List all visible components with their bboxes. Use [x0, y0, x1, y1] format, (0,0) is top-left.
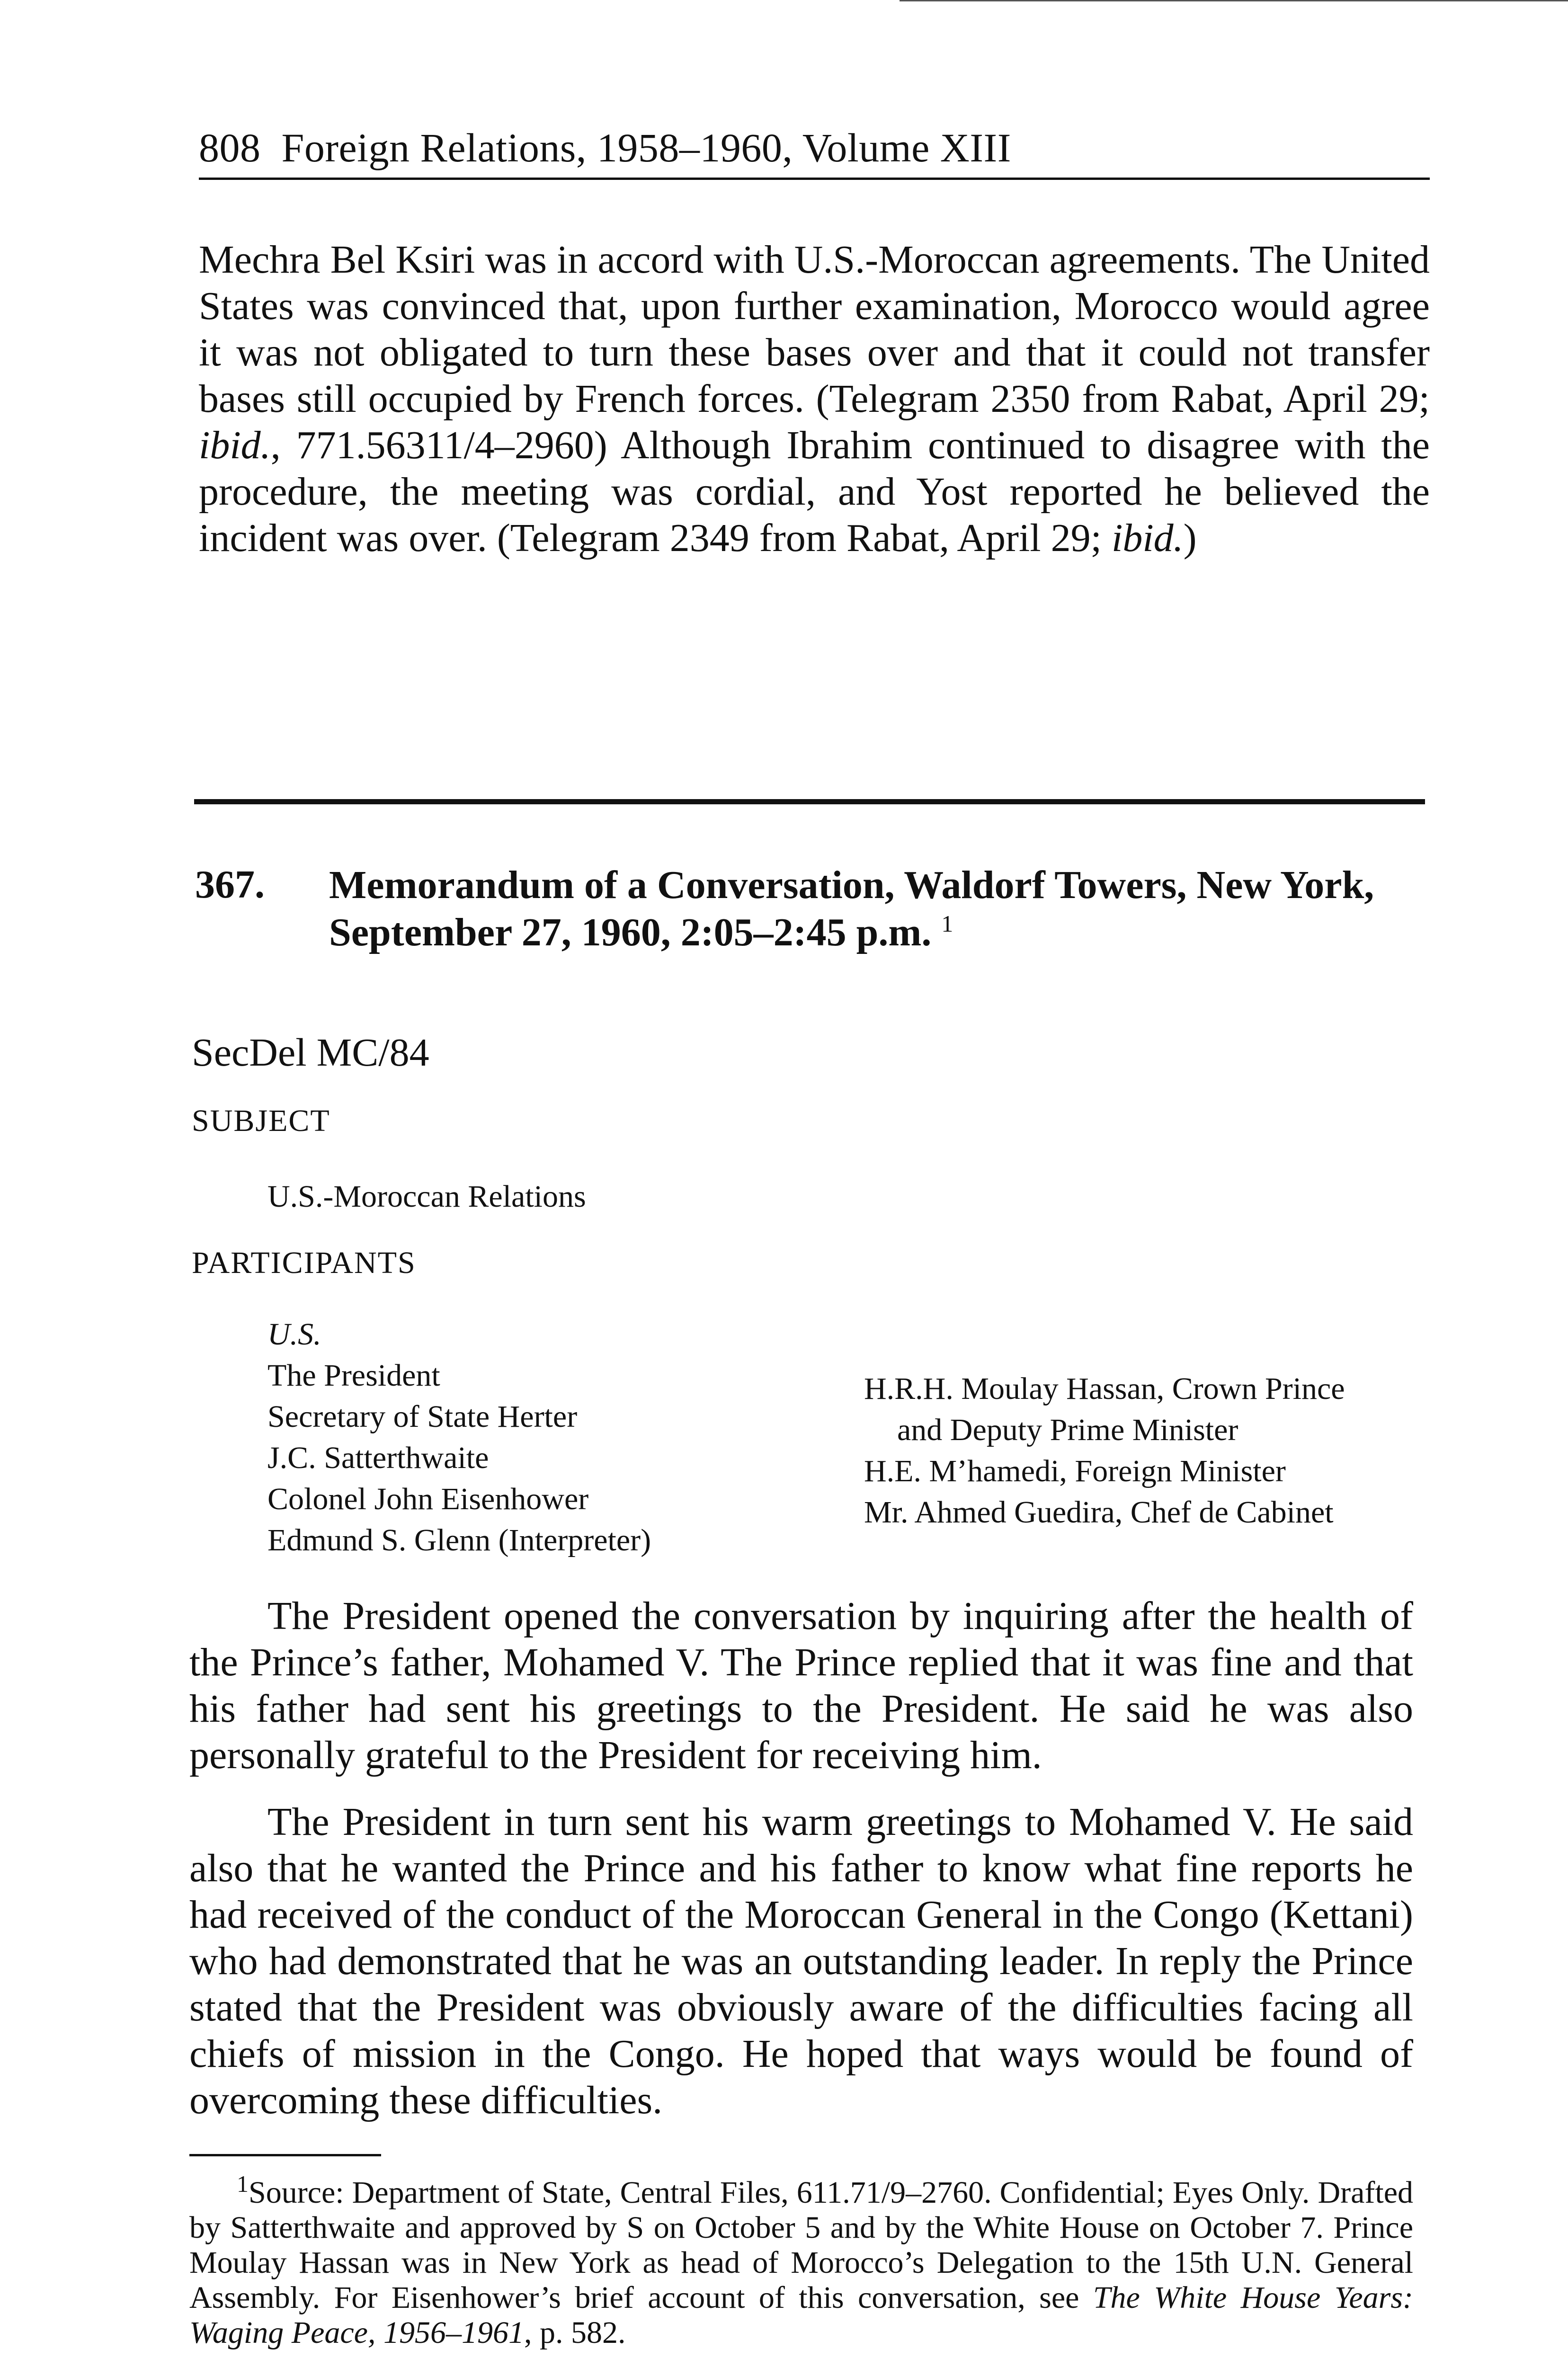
- body-paragraph: The President in turn sent his warm greetings to Mohamed V. He said also that he wanted the Prince and his father to know what fine reports he had received of the conduct of the Moroccan General in the Congo (Kettani) who had demonstrated that he was an outstanding leader. In reply the Prince stated that the President was obviously aware of the difficulties facing all chiefs of mission in the Congo. He hoped that ways would be found of overcoming these difficulties.: [189, 1800, 1413, 2122]
- subject-value: U.S.-Moroccan Relations: [267, 1179, 586, 1214]
- participant: The President: [267, 1358, 440, 1393]
- participant-continuation: and Deputy Prime Minister: [897, 1413, 1238, 1447]
- continuation-paragraph: Mechra Bel Ksiri was in accord with U.S.-Moroccan agreements. The United States was convinced that, upon further examination, Morocco would agree it was not obligated to turn these bases over and that it could not transfer bases still occupied by French forces. (Telegram 2350 from Rabat, April 29; ibid., 771.56311/4–2960) Although Ibrahim continued to disagree with the procedure, the meeting was cordial, and Yost reported he believed the incident was over. (Telegram 2349 from Rabat, April 29; ibid.): [199, 238, 1430, 560]
- book-title: The White House Years: Waging Peace, 1956–1961: [189, 2280, 1413, 2350]
- us-participants-list: [267, 1314, 651, 1561]
- moroccan-participants-list: [864, 1368, 1345, 1533]
- top-edge-rule: [900, 0, 1568, 1]
- participant: H.R.H. Moulay Hassan, Crown Prince: [864, 1371, 1345, 1406]
- subject-label: SUBJECT: [192, 1103, 330, 1138]
- footnote-reference: 1: [941, 910, 953, 937]
- participant: H.E. M’hamedi, Foreign Minister: [864, 1454, 1286, 1488]
- section-divider: [194, 799, 1425, 804]
- participant: J.C. Satterthwaite: [267, 1441, 489, 1475]
- participant: Colonel John Eisenhower: [267, 1482, 589, 1516]
- page-number: 808: [199, 125, 261, 170]
- participant: Secretary of State Herter: [267, 1399, 578, 1434]
- header-rule: [199, 178, 1430, 180]
- us-label: U.S.: [267, 1317, 321, 1352]
- footnote-rule: [189, 2154, 381, 2156]
- participant: Mr. Ahmed Guedira, Chef de Cabinet: [864, 1495, 1334, 1530]
- footnote-marker: 1: [237, 2171, 249, 2197]
- document-title: Memorandum of a Conversation, Waldorf Towers, New York, September 27, 1960, 2:05–2:45 p.m. $^1$: [329, 863, 1374, 954]
- running-header: [199, 124, 1430, 171]
- participant: Edmund S. Glenn (Interpreter): [267, 1523, 651, 1557]
- participants-label: PARTICIPANTS: [192, 1246, 416, 1280]
- running-title: Foreign Relations, 1958–1960, Volume XIII: [281, 125, 1011, 170]
- body-paragraph: The President opened the conversation by inquiring after the health of the Prince’s father, Mohamed V. The Prince replied that it was fine and that his father had sent his greetings to the President. He said he was also personally grateful to the President for receiving him.: [189, 1594, 1413, 1777]
- footnote: $^1$Source: Department of State, Central Files, 611.71/9–2760. Confidential; Eyes Only. Drafted by Satterthwaite and approved by S on October 5 and by the White House on October 7. Prince Moulay Hassan was in New York as head of Morocco’s Delegation to the 15th U.N. General Assembly. For Eisenhower’s brief account of this conversation, see The White House Years: Waging Peace, 1956–1961, p. 582.: [189, 2171, 1413, 2350]
- secdel-reference: SecDel MC/84: [192, 1031, 429, 1075]
- document-number: 367.: [195, 863, 265, 907]
